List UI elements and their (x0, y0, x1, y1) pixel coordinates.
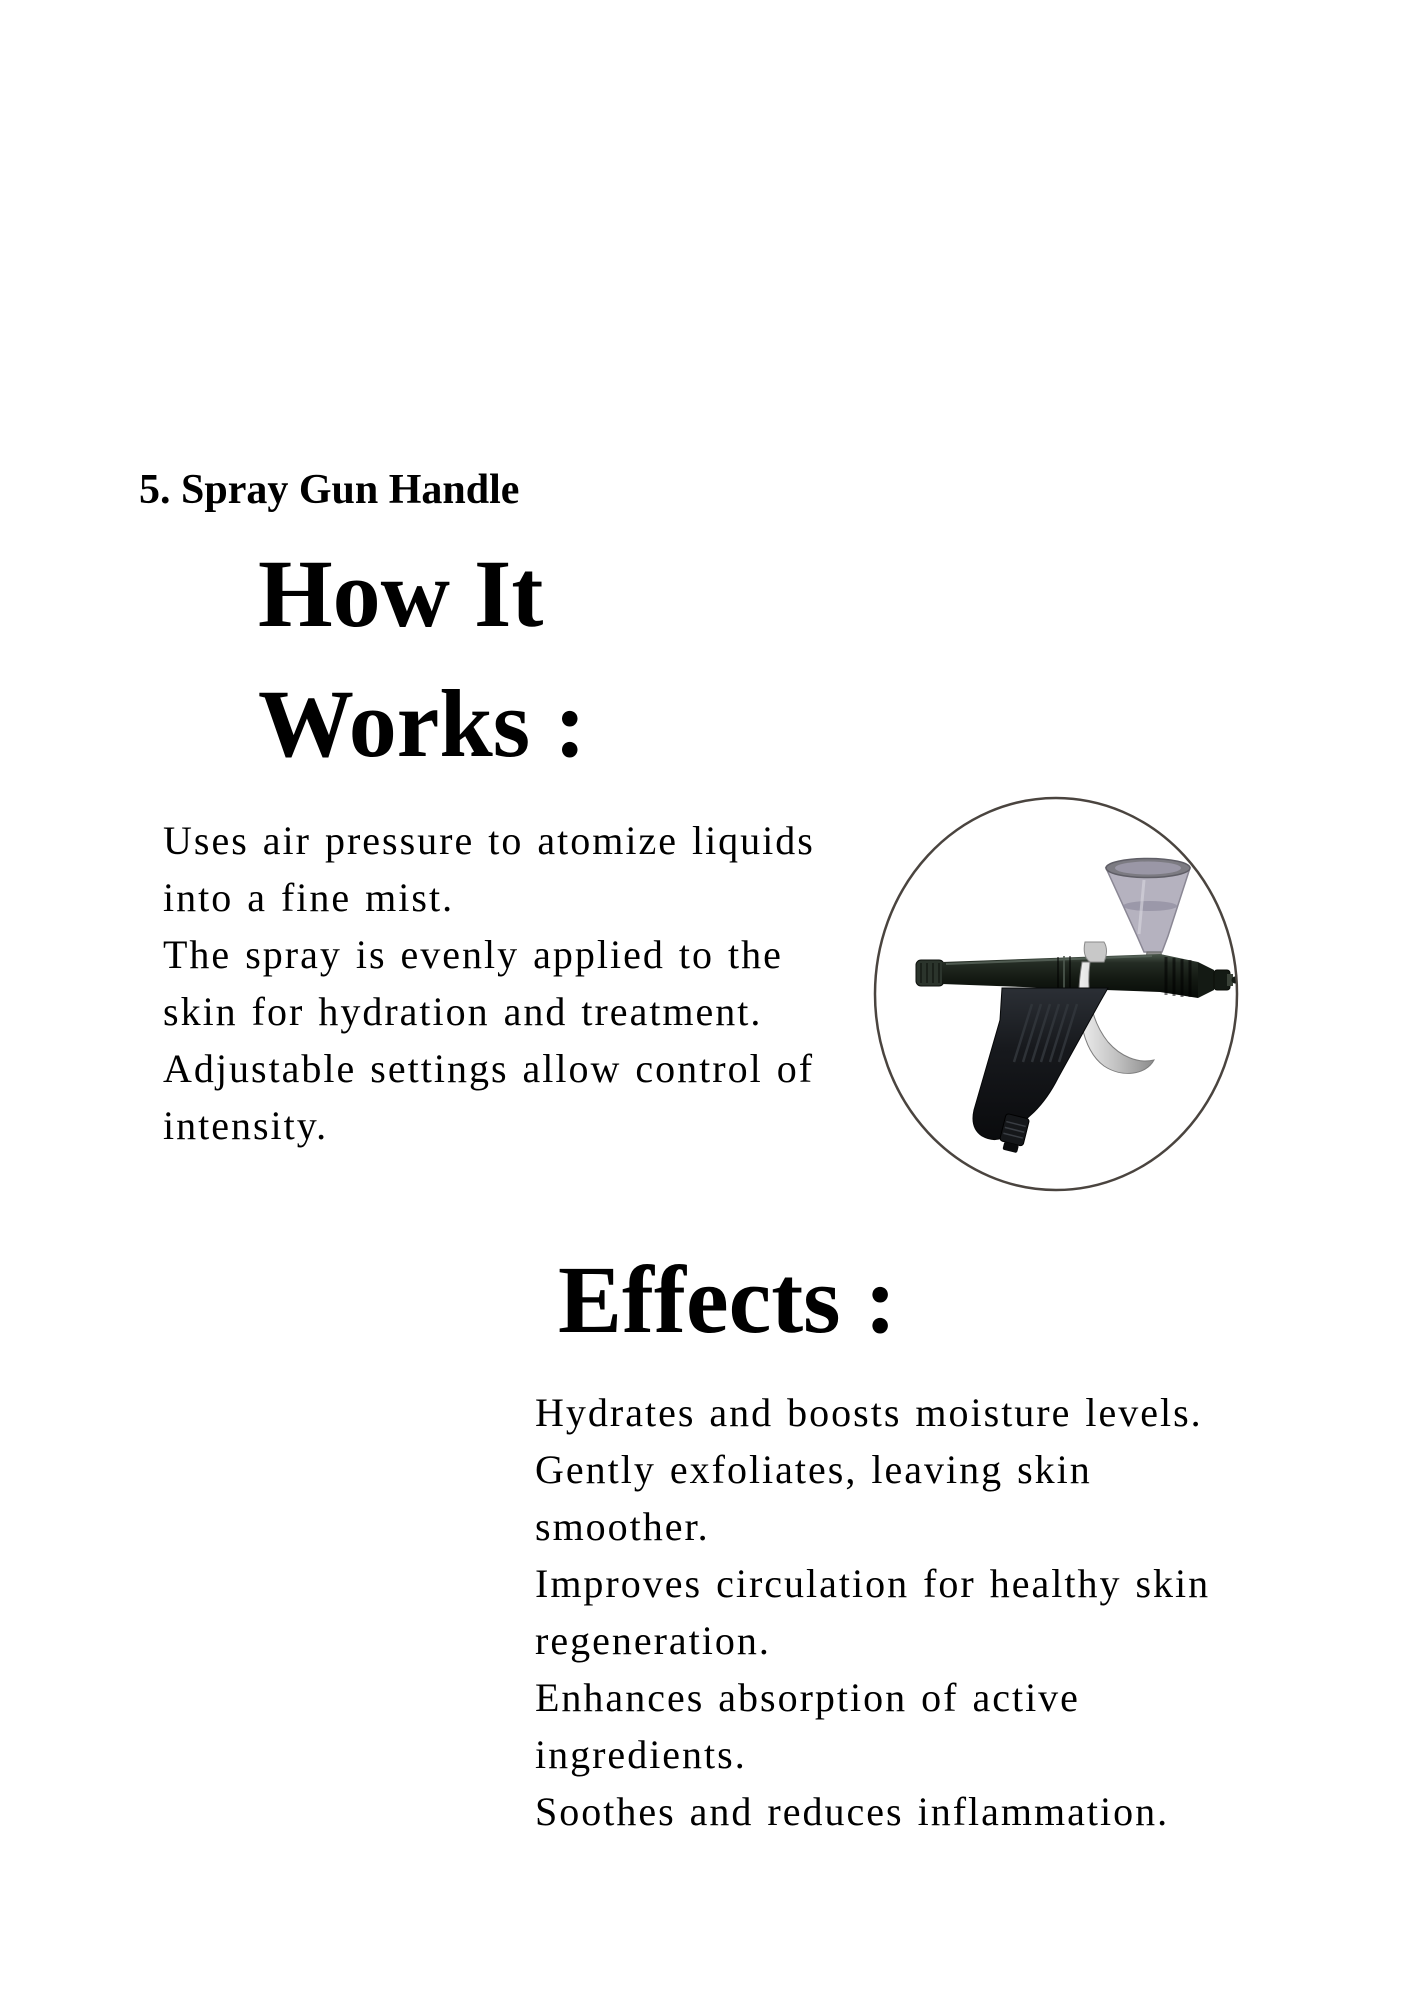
how-it-works-body (163, 812, 815, 1154)
effects-line: Soothes and reduces inflammation. (535, 1789, 1170, 1834)
effects-line: Gently exfoliates, leaving skin (535, 1447, 1092, 1492)
effects-line: smoother. (535, 1504, 710, 1549)
how-it-works-title (258, 529, 586, 789)
effects-line: regeneration. (535, 1618, 771, 1663)
intro-line: Uses air pressure to atomize liquids (163, 818, 815, 863)
effects-line: Hydrates and boosts moisture levels. (535, 1390, 1203, 1435)
effects-body (535, 1384, 1210, 1840)
intro-line: intensity. (163, 1103, 329, 1148)
title-line-1: How It (258, 540, 544, 647)
title-line-2: Works : (258, 670, 587, 777)
intro-line: The spray is evenly applied to the (163, 932, 783, 977)
effects-line: Enhances absorption of active (535, 1675, 1080, 1720)
intro-line: skin for hydration and treatment. (163, 989, 763, 1034)
spray-gun-illustration (840, 770, 1280, 1220)
intro-line: into a fine mist. (163, 875, 455, 920)
effects-line: ingredients. (535, 1732, 747, 1777)
intro-line: Adjustable settings allow control of (163, 1046, 815, 1091)
effects-line: Improves circulation for healthy skin (535, 1561, 1211, 1606)
effects-title: Effects : (558, 1246, 897, 1353)
section-heading: 5. Spray Gun Handle (139, 467, 520, 513)
spray-gun-figure (840, 770, 1280, 1220)
